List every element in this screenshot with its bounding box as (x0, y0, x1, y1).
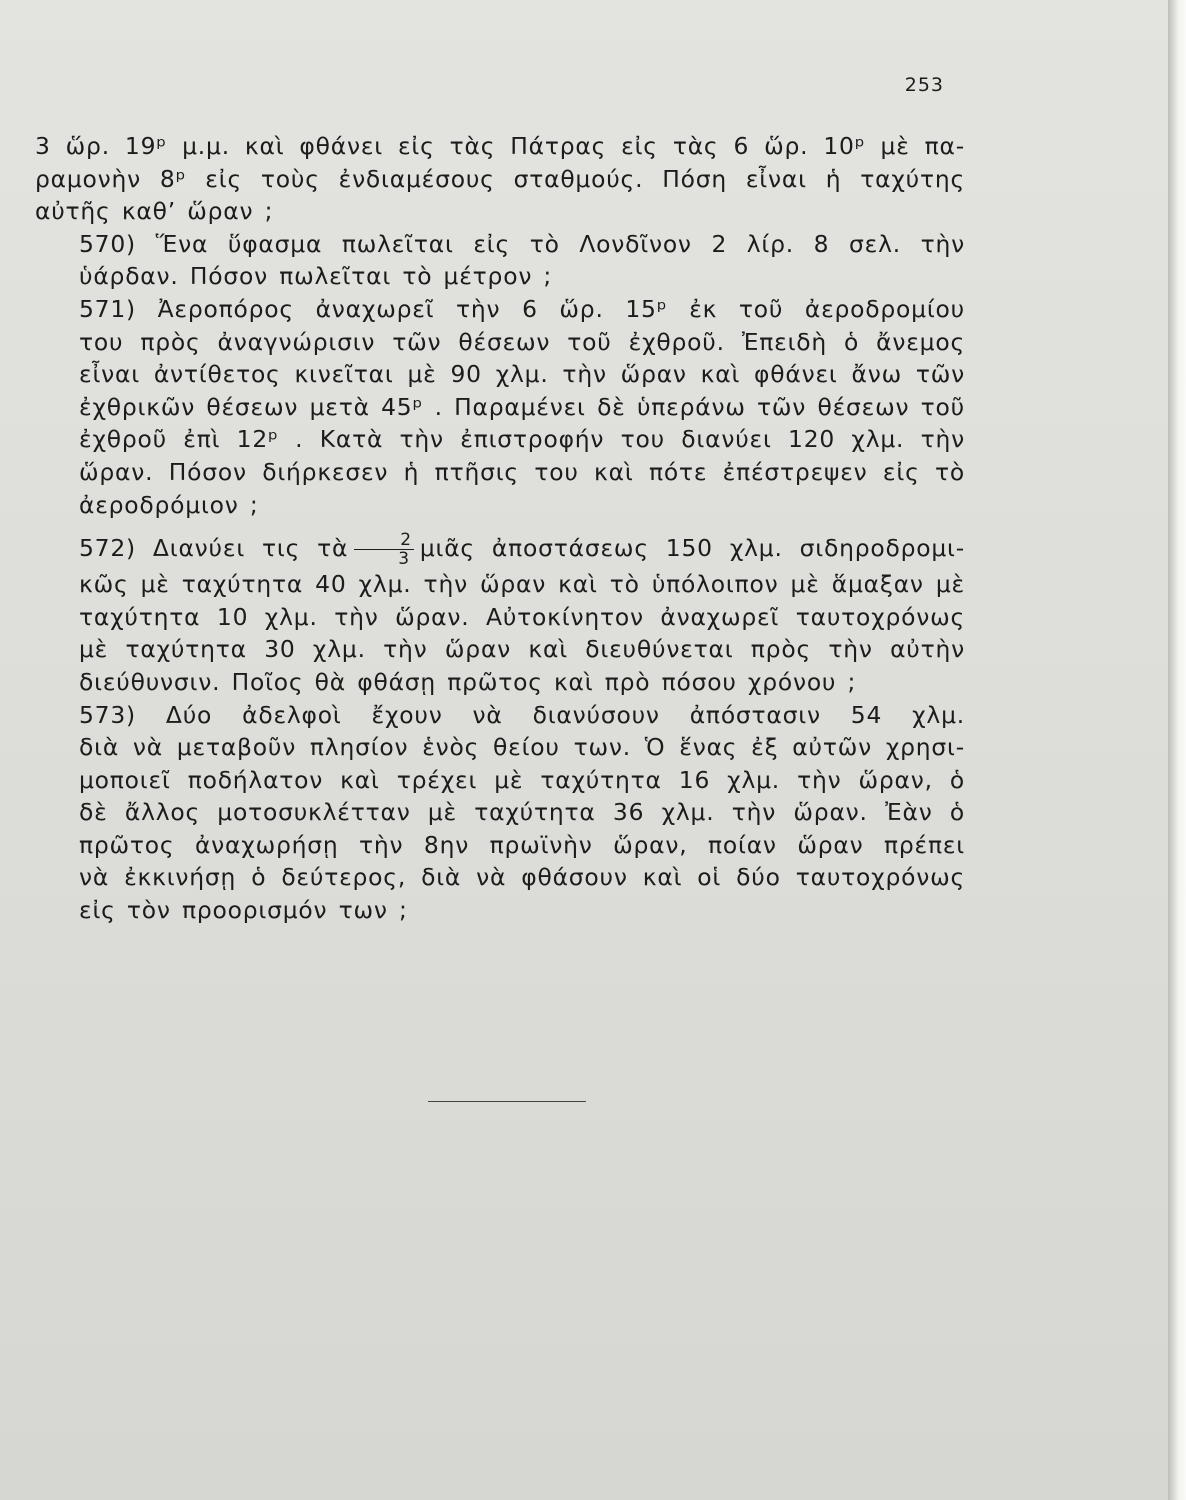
text-line: ὑάρδαν. Πόσον πωλεῖται τὸ μέτρον ; (79, 262, 553, 291)
text-line: πρῶτος ἀναχωρήσῃ τὴν 8ην πρωϊνὴν ὥραν, ποίαν ὥραν πρέπει (79, 830, 965, 859)
text-line: του πρὸς ἀναγνώρισιν τῶν θέσεων τοῦ ἐχθροῦ. Ἐπειδὴ ὁ ἄνεμος (79, 327, 965, 356)
text-line: 571) Ἀεροπόρος ἀναχωρεῖ τὴν 6 ὥρ. 15ᵖ ἐκ τοῦ ἀεροδρομίου (79, 294, 965, 323)
text-line: 3 ὥρ. 19ᵖ μ.μ. καὶ φθάνει εἰς τὰς Πάτρας εἰς τὰς 6 ὥρ. 10ᵖ μὲ πα- (35, 132, 965, 160)
fraction-denominator: 3 (398, 549, 410, 570)
text-line: μὲ ταχύτητα 30 χλμ. τὴν ὥραν καὶ διευθύνεται πρὸς τὴν αὐτὴν (79, 635, 965, 664)
text-line: νὰ ἐκκινήσῃ ὁ δεύτερος, διὰ νὰ φθάσουν καὶ οἱ δύο ταυτοχρόνως (79, 863, 965, 892)
text-line: διὰ νὰ μεταβοῦν πλησίον ἑνὸς θείου των. Ὁ ἕνας ἐξ αὐτῶν χρησι- (79, 733, 965, 762)
text-segment: 572) Διανύει τις τὰ (79, 534, 349, 563)
text-line: κῶς μὲ ταχύτητα 40 χλμ. τὴν ὥραν καὶ τὸ ὑπόλοιπον μὲ ἅμαξαν μὲ (79, 570, 965, 599)
text-line: ραμονὴν 8ᵖ εἰς τοὺς ἐνδιαμέσους σταθμούς. Πόση εἶναι ἡ ταχύτης (35, 164, 965, 193)
text-line: εἶναι ἀντίθετος κινεῖται μὲ 90 χλμ. τὴν ὥραν καὶ φθάνει ἄνω τῶν (79, 360, 965, 389)
text-line: εἰς τὸν προορισμόν των ; (79, 896, 408, 925)
text-line: μοποιεῖ ποδήλατον καὶ τρέχει μὲ ταχύτητα 16 χλμ. τὴν ὥραν, ὁ (79, 765, 965, 794)
text-line: δὲ ἄλλος μοτοσυκλέτταν μὲ ταχύτητα 36 χλμ. τὴν ὥραν. Ἐὰν ὁ (79, 798, 965, 827)
text-line: διεύθυνσιν. Ποῖος θὰ φθάσῃ πρῶτος καὶ πρὸ πόσου χρόνου ; (79, 667, 857, 696)
page-edge (1168, 0, 1186, 1500)
paragraph-continuation (35, 130, 965, 228)
problem-573 (35, 699, 965, 927)
text-line: 570) Ἕνα ὕφασμα πωλεῖται εἰς τὸ Λονδῖνον 2 λίρ. 8 σελ. τὴν (79, 229, 965, 258)
section-divider (428, 1101, 586, 1102)
page-number: 253 (904, 74, 944, 96)
text-segment: μιᾶς ἀποστάσεως 150 χλμ. σιδηροδρομι- (419, 534, 965, 563)
text-line: ταχύτητα 10 χλμ. τὴν ὥραν. Αὐτοκίνητον ἀναχωρεῖ ταυτοχρόνως (79, 602, 965, 631)
text-line: 573) Δύο ἀδελφοὶ ἔχουν νὰ διανύσουν ἀπόστασιν 54 χλμ. (79, 700, 965, 729)
body-text (35, 130, 965, 927)
text-line: ἐχθροῦ ἐπὶ 12ᵖ . Κατὰ τὴν ἐπιστροφήν του διανύει 120 χλμ. τὴν (79, 425, 965, 454)
text-line-with-fraction (35, 531, 965, 568)
text-line: ἐχθρικῶν θέσεων μετὰ 45ᵖ . Παραμένει δὲ ὑπεράνω τῶν θέσεων τοῦ (79, 392, 965, 421)
fraction-numerator: 2 (354, 531, 414, 550)
problem-570 (35, 228, 965, 293)
text-line: αὐτῆς καθ’ ὥραν ; (35, 197, 274, 226)
fraction (354, 531, 414, 568)
problem-571 (35, 293, 965, 521)
text-line: ἀεροδρόμιον ; (79, 490, 259, 519)
problem-572 (35, 531, 965, 698)
text-line: ὥραν. Πόσον διήρκεσεν ἡ πτῆσις του καὶ πότε ἐπέστρεψεν εἰς τὸ (79, 457, 965, 486)
